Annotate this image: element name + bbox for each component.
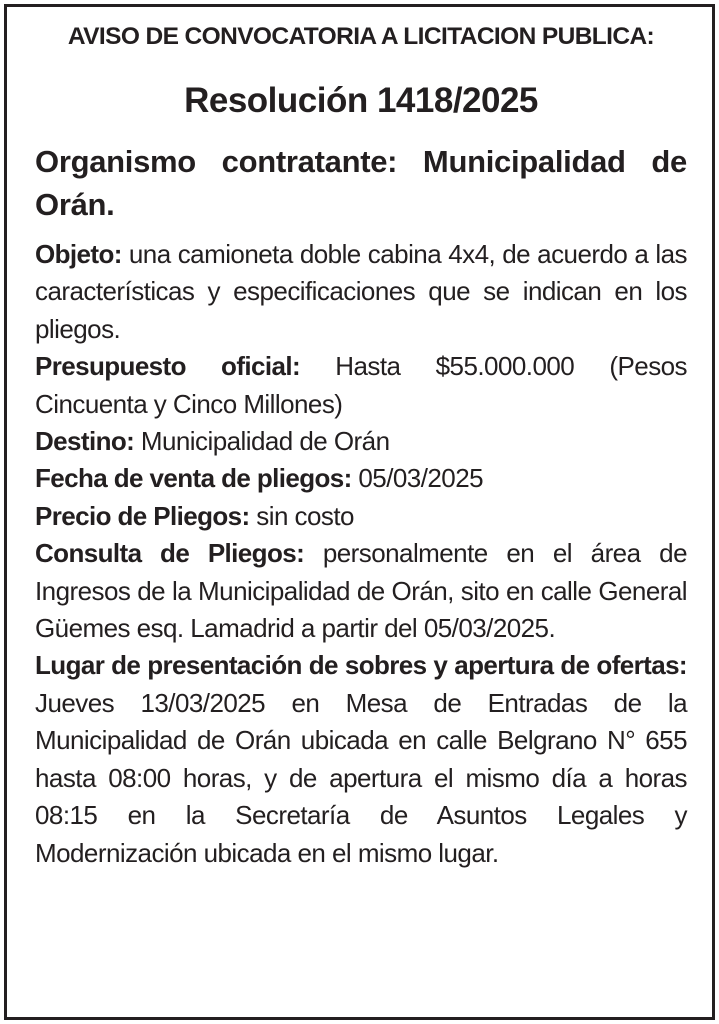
item-text: 05/03/2025 bbox=[351, 463, 484, 494]
notice-header: AVISO DE CONVOCATORIA A LICITACION PUBLICA: bbox=[67, 23, 655, 50]
item-label: Precio de Pliegos: bbox=[35, 500, 250, 531]
item-text: una camioneta doble cabina 4x4, de acuerdo a las características y especificaciones que se indican en los pliegos. bbox=[35, 239, 687, 344]
item-text: Municipalidad de Orán bbox=[134, 426, 390, 457]
contracting-organism: Organismo contratante: Municipalidad de Orán. bbox=[35, 144, 687, 222]
item-label: Presupuesto oficial: bbox=[35, 351, 301, 382]
resolution-title: Resolución 1418/2025 bbox=[184, 81, 538, 120]
item-text: Jueves 13/03/2025 en Mesa de Entradas de la Municipalidad de Orán ubicada en calle Belgrano N° 655 hasta 08:00 horas, y de apertura el mismo día a horas 08:15 en la Secretaría de Asuntos Legales y Modernización ubicada en el mismo lugar. bbox=[35, 687, 687, 868]
item-label: Lugar de presentación de sobres y apertura de ofertas: bbox=[35, 650, 687, 681]
item-fecha-venta bbox=[35, 460, 687, 497]
item-presupuesto bbox=[35, 348, 687, 423]
item-text: Hasta $55.000.000 (Pesos Cincuenta y Cinco Millones) bbox=[35, 351, 688, 419]
item-text: personalmente en el área de Ingresos de la Municipalidad de Orán, sito en calle General Güemes esq. Lamadrid a partir del 05/03/2025. bbox=[35, 538, 687, 644]
item-consulta bbox=[35, 535, 687, 647]
item-destino bbox=[35, 423, 687, 460]
item-objeto bbox=[35, 236, 687, 348]
item-lugar bbox=[35, 647, 687, 871]
item-label: Fecha de venta de pliegos: bbox=[35, 463, 352, 494]
notice-body bbox=[35, 236, 687, 872]
item-label: Consulta de Pliegos: bbox=[35, 538, 305, 569]
item-text: sin costo bbox=[249, 500, 354, 531]
item-label: Destino: bbox=[35, 426, 135, 457]
item-label: Objeto: bbox=[35, 239, 122, 269]
item-precio bbox=[35, 498, 687, 535]
